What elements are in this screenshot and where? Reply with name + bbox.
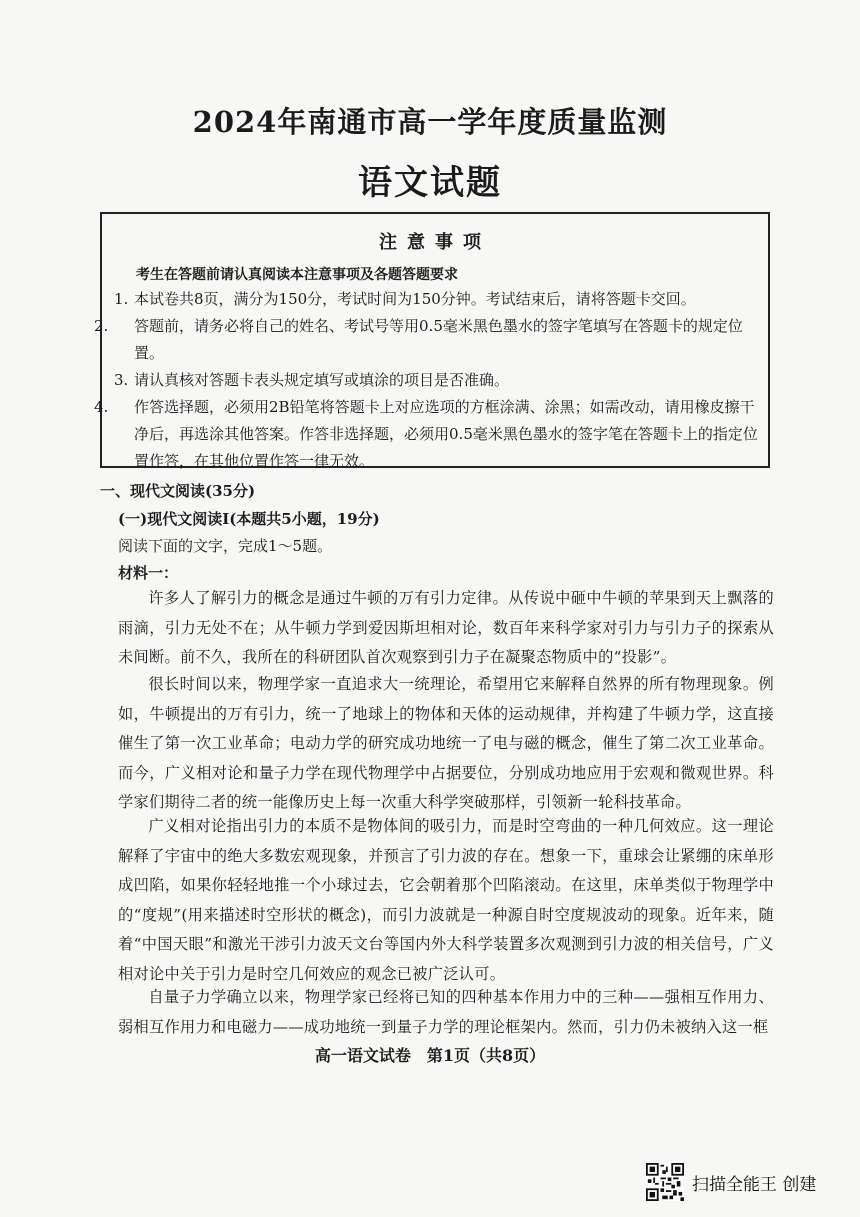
notice-item-text: 请认真核对答题卡表头规定填写或填涂的项目是否准确。 xyxy=(134,371,510,389)
notice-item-number: 4. xyxy=(94,398,109,416)
section-subheading: (一)现代文阅读Ⅰ(本题共5小题，19分) xyxy=(118,510,380,528)
notice-item-text: 作答选择题，必须用2B铅笔将答题卡上对应选项的方框涂满、涂黑；如需改动，请用橡皮擦干净后，再选涂其他答案。作答非选择题，必须用0.5毫米黑色墨水的签字笔在答题卡上的指定位置作答，在其他位置作答一律无效。 xyxy=(134,398,758,470)
notice-item-text: 答题前，请务必将自己的姓名、考试号等用0.5毫米黑色墨水的签字笔填写在答题卡的规定位置。 xyxy=(134,317,743,362)
body-paragraph: 很长时间以来，物理学家一直追求大一统理论，希望用它来解释自然界的所有物理现象。例如，牛顿提出的万有引力，统一了地球上的物体和天体的运动规律，并构建了牛顿力学，这直接催生了第一次工业革命；电动力学的研究成功地统一了电与磁的概念，催生了第二次工业革命。而今，广义相对论和量子力学在现代物理学中占据要位，分别成功地应用于宏观和微观世界。科学家们期待二者的统一能像历史上每一次重大科学突破那样，引领新一轮科技革命。 xyxy=(118,675,774,811)
notice-item xyxy=(94,313,762,367)
notice-item-number: 1. xyxy=(114,290,129,308)
scanner-watermark xyxy=(646,1162,816,1202)
scanner-watermark-text: 扫描全能王 创建 xyxy=(692,1174,817,1195)
section-instruction: 阅读下面的文字，完成1～5题。 xyxy=(118,537,333,555)
exam-subject: 语文试题 xyxy=(358,163,502,203)
notice-title: 注意事项 xyxy=(379,232,491,253)
notice-intro: 考生在答题前请认真阅读本注意事项及各题答题要求 xyxy=(136,267,458,283)
notice-box xyxy=(94,212,770,470)
material-label: 材料一： xyxy=(118,564,179,582)
notice-item-number: 3. xyxy=(114,371,129,389)
body-paragraph: 广义相对论指出引力的本质不是物体间的吸引力，而是时空弯曲的一种几何效应。这一理论解释了宇宙中的绝大多数宏观现象，并预言了引力波的存在。想象一下，重球会让紧绷的床单形成凹陷，如果你轻轻地推一个小球过去，它会朝着那个凹陷滚动。在这里，床单类似于物理学中的“度规”(用来描述时空形状的概念)，而引力波就是一种源自时空度规波动的现象。近年来，随着“中国天眼”和激光干涉引力波天文台等国内外大科学装置多次观测到引力波的相关信号，广义相对论中关于引力是时空几何效应的观念已被广泛认可。 xyxy=(118,817,774,983)
notice-item-text: 本试卷共8页，满分为150分，考试时间为150分钟。考试结束后，请将答题卡交回。 xyxy=(134,290,696,308)
exam-title: 2024年南通市高一学年度质量监测 xyxy=(192,105,668,139)
page-footer: 高一语文试卷 第1页（共8页） xyxy=(314,1046,546,1065)
notice-item xyxy=(114,286,762,313)
notice-item xyxy=(114,367,762,394)
body-paragraph: 自量子力学确立以来，物理学家已经将已知的四种基本作用力中的三种——强相互作用力、弱相互作用力和电磁力——成功地统一到量子力学的理论框架内。然而，引力仍未被纳入这一框 xyxy=(118,988,774,1036)
qr-code-icon xyxy=(646,1163,684,1201)
notice-item xyxy=(94,394,762,475)
section-heading: 一、现代文阅读(35分) xyxy=(100,482,256,500)
body-paragraph: 许多人了解引力的概念是通过牛顿的万有引力定律。从传说中砸中牛顿的苹果到天上飘落的雨滴，引力无处不在；从牛顿力学到爱因斯坦相对论，数百年来科学家对引力与引力子的探索从未间断。前不久，我所在的科研团队首次观察到引力子在凝聚态物质中的“投影”。 xyxy=(118,589,774,666)
notice-item-number: 2. xyxy=(94,317,109,335)
